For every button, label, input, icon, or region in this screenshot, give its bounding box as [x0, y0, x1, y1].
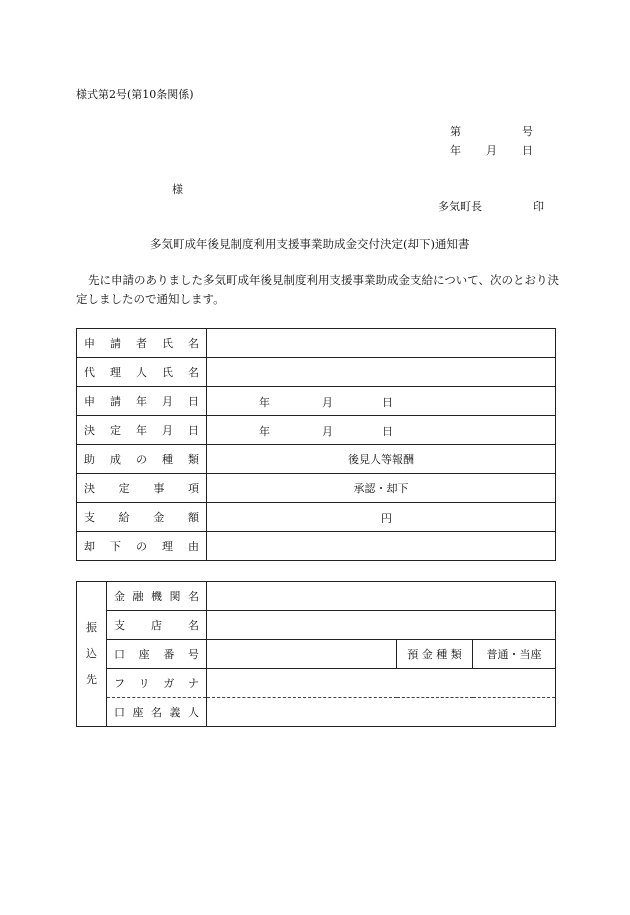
- label-char: 下: [110, 540, 121, 553]
- label-char: 請: [110, 337, 121, 350]
- table-row: [77, 416, 556, 445]
- label-char: 名: [151, 706, 162, 719]
- label-char: 理: [162, 540, 173, 553]
- label-char: 金: [153, 511, 165, 524]
- date-unit: 年: [259, 425, 270, 438]
- label-char: 氏: [162, 366, 173, 379]
- branch-value[interactable]: [207, 611, 556, 640]
- row-label: [77, 358, 207, 387]
- group-label-char: 込: [86, 647, 97, 660]
- account-holder-label: [107, 698, 207, 727]
- yen-unit: 円: [381, 512, 392, 525]
- row-value[interactable]: [207, 532, 556, 561]
- label-char: 年: [136, 395, 147, 408]
- date-month: 月: [486, 144, 497, 157]
- label-char: 成: [110, 453, 121, 466]
- furigana-label: [107, 669, 207, 698]
- label-char: 決: [84, 424, 95, 437]
- row-value[interactable]: [207, 416, 556, 445]
- label-char: 融: [132, 590, 144, 603]
- group-label-char: 先: [86, 673, 97, 686]
- furigana-value[interactable]: [207, 669, 556, 698]
- label-char: 支: [84, 511, 95, 524]
- label-char: 定: [118, 482, 130, 495]
- table-row: [77, 358, 556, 387]
- label-char: 氏: [162, 337, 173, 350]
- label-char: の: [136, 453, 147, 466]
- row-label: [77, 416, 207, 445]
- row-label: [77, 532, 207, 561]
- body-text: 先に申請のありました多気町成年後見制度利用支援事業助成金支給について、次のとおり決定しましたので通知します。: [76, 273, 560, 306]
- row-value[interactable]: [207, 503, 556, 532]
- account-number-label: [107, 640, 207, 669]
- date-unit: 日: [382, 425, 393, 438]
- label-char: 申: [84, 395, 95, 408]
- date-unit: 年: [259, 396, 270, 409]
- table-row: [77, 445, 556, 474]
- account-holder-value[interactable]: [207, 698, 556, 727]
- document-number-prefix: 第: [450, 125, 461, 138]
- label-char: 番: [163, 648, 175, 661]
- row-value[interactable]: [207, 387, 556, 416]
- table-row: [77, 532, 556, 561]
- label-char: 名: [188, 337, 199, 350]
- branch-label: [107, 611, 207, 640]
- label-char: 給: [118, 511, 130, 524]
- document-number-suffix: 号: [522, 125, 533, 138]
- label-char: ナ: [187, 677, 199, 690]
- label-char: 項: [187, 482, 199, 495]
- label-char: 人: [136, 366, 147, 379]
- label-char: フ: [114, 677, 125, 690]
- label-char: 座: [132, 706, 144, 719]
- label-char: 代: [84, 366, 95, 379]
- label-char: 定: [110, 424, 121, 437]
- label-char: 機: [151, 590, 162, 603]
- label-char: 却: [84, 540, 95, 553]
- label-char: 号: [187, 648, 199, 661]
- label-char: 名: [188, 619, 199, 632]
- transfer-destination-label: [77, 582, 107, 727]
- row-value[interactable]: [207, 329, 556, 358]
- label-char: 決: [84, 482, 95, 495]
- form-number: 様式第2号(第10条関係): [76, 88, 194, 101]
- row-value[interactable]: 後見人等報酬: [207, 445, 556, 474]
- label-char: 事: [153, 482, 165, 495]
- date-year: 年: [450, 144, 461, 157]
- label-char: 年: [136, 424, 147, 437]
- label-char: 店: [151, 619, 162, 632]
- table-row: [77, 474, 556, 503]
- label-char: 月: [162, 395, 173, 408]
- deposit-type-value[interactable]: 普通・当座: [473, 640, 556, 669]
- label-char: 種: [162, 453, 173, 466]
- seal-mark: 印: [533, 200, 544, 213]
- row-value[interactable]: [207, 358, 556, 387]
- date-unit: 日: [382, 396, 393, 409]
- account-number-value[interactable]: [207, 640, 397, 669]
- date-unit: 月: [322, 425, 333, 438]
- row-label: [77, 503, 207, 532]
- label-char: 名: [188, 366, 199, 379]
- row-value[interactable]: 承認・却下: [207, 474, 556, 503]
- label-char: 額: [187, 511, 199, 524]
- bank-transfer-table: [76, 581, 556, 727]
- label-char: 座: [138, 648, 150, 661]
- label-char: 請: [110, 395, 121, 408]
- label-char: 関: [169, 590, 181, 603]
- label-char: ガ: [163, 677, 175, 690]
- label-char: 金: [114, 590, 125, 603]
- label-char: リ: [138, 677, 150, 690]
- label-char: 義: [169, 706, 181, 719]
- label-char: 名: [188, 590, 199, 603]
- label-char: 人: [188, 706, 199, 719]
- decision-table: [76, 328, 556, 561]
- table-row: [77, 387, 556, 416]
- table-row: [77, 329, 556, 358]
- label-char: 由: [188, 540, 199, 553]
- label-char: 申: [84, 337, 95, 350]
- label-char: 類: [188, 453, 199, 466]
- row-label: [77, 387, 207, 416]
- label-char: 理: [110, 366, 121, 379]
- row-label: [77, 329, 207, 358]
- bank-name-label: [107, 582, 207, 611]
- group-label-char: 振: [86, 621, 97, 634]
- label-char: 口: [114, 648, 125, 661]
- label-char: 口: [114, 706, 125, 719]
- addressee-suffix: 様: [172, 183, 183, 196]
- date-day: 日: [522, 144, 533, 157]
- label-char: 日: [188, 395, 199, 408]
- row-label: [77, 474, 207, 503]
- label-char: 者: [136, 337, 147, 350]
- deposit-type-label: 預 金 種 類: [397, 640, 473, 669]
- label-char: の: [136, 540, 147, 553]
- bank-name-value[interactable]: [207, 582, 556, 611]
- row-label: [77, 445, 207, 474]
- table-row: [77, 503, 556, 532]
- document-title: 多気町成年後見制度利用支援事業助成金交付決定(却下)通知書: [150, 237, 470, 251]
- date-unit: 月: [322, 396, 333, 409]
- label-char: 月: [162, 424, 173, 437]
- issuer: 多気町長: [438, 200, 482, 213]
- label-char: 助: [84, 453, 95, 466]
- label-char: 日: [188, 424, 199, 437]
- label-char: 支: [114, 619, 125, 632]
